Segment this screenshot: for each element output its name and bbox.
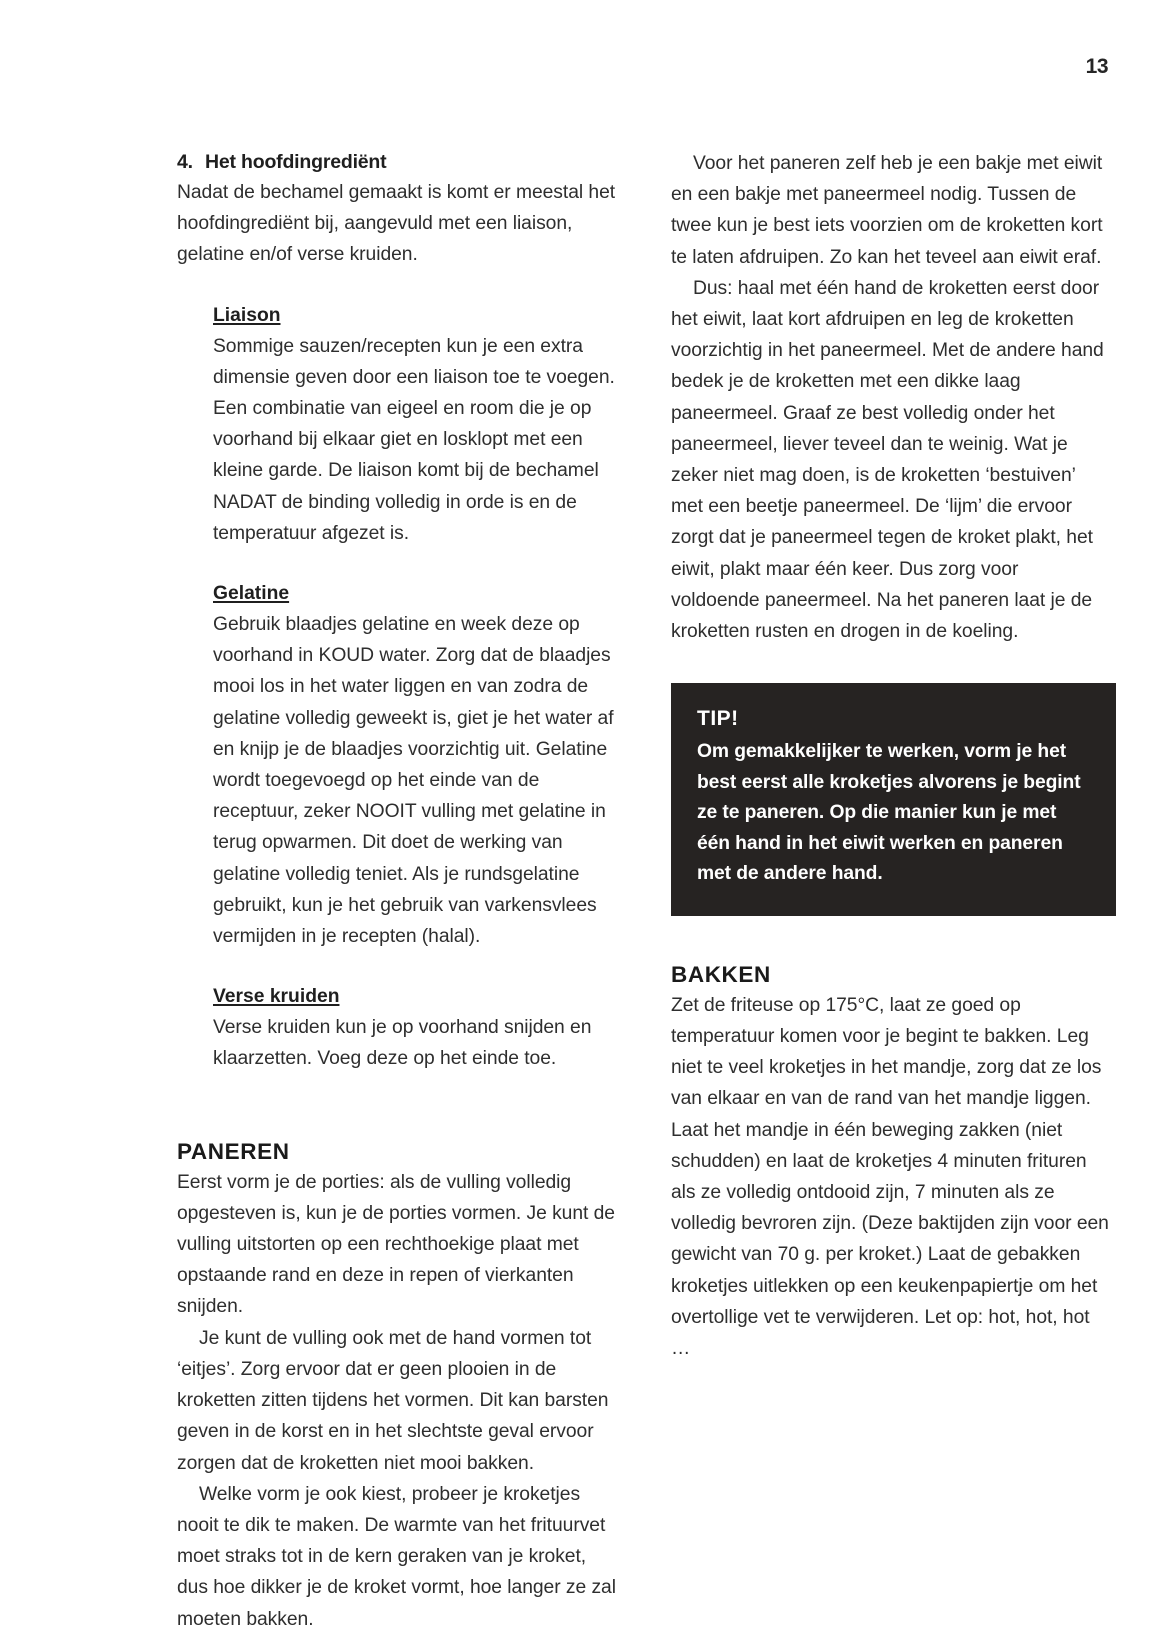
subheading-liaison: Liaison [213, 304, 281, 326]
paragraph-paneren-2: Je kunt de vulling ook met de hand vormen tot ‘eitjes’. Zorg ervoor dat er geen plooien in de kroketten zitten tijdens het vormen. Dit kan barsten geven in de korst en in het slechtste geval ervoor zorgen dat de kroketten niet mooi bakken. [177, 1327, 609, 1474]
spacer [671, 916, 1112, 960]
tip-title: TIP! [697, 707, 739, 731]
subsection-verse-kruiden [213, 982, 618, 1074]
paragraph-paneren-cont-1: Voor het paneren zelf heb je een bakje met eiwit en een bakje met paneermeel nodig. Tussen de twee kun je best iets voorzien om de kroketten kort te laten afdruipen. Zo kan het teveel aan eiwit eraf. [671, 153, 1103, 268]
subsection-liaison [213, 301, 618, 549]
heading-het-hoofdingredient [177, 148, 618, 177]
paragraph-hoofdingredient-intro: Nadat de bechamel gemaakt is komt er meestal het hoofdingrediënt bij, aangevuld met een liaison, gelatine en/of verse kruiden. [177, 182, 616, 266]
spacer [177, 271, 618, 301]
heading-title: Het hoofdingrediënt [205, 151, 387, 173]
right-column [671, 148, 1112, 1635]
spacer [177, 952, 618, 982]
spacer [177, 549, 618, 579]
tip-body: Om gemakkelijker te werken, vorm je het best eerst alle kroketjes alvorens je begint ze te paneren. Op die manier kun je met één hand in het eiwit werken en paneren met de andere hand. [697, 741, 1081, 885]
subheading-verse-kruiden: Verse kruiden [213, 986, 340, 1008]
heading-paneren: PANEREN [177, 1138, 290, 1164]
spacer [177, 1075, 618, 1137]
two-column-layout [177, 148, 1115, 1635]
paragraph-gelatine: Gebruik blaadjes gelatine en week deze op voorhand in KOUD water. Zorg dat de blaadjes mooi los in het water liggen en van zodra de gelatine volledig geweekt is, giet je het water af en knijp je de blaadjes voorzichtig uit. Gelatine wordt toegevoegd op het einde van de receptuur, zeker NOOIT vulling met gelatine in terug opwarmen. Dit doet de werking van gelatine volledig teniet. Als je rundsgelatine gebruikt, kun je het gebruik van varkensvlees vermijden in je recepten (halal). [213, 614, 614, 948]
paragraph-paneren-cont-2: Dus: haal met één hand de kroketten eerst door het eiwit, laat kort afdruipen en leg de kroketten voorzichtig in het paneermeel. Met de andere hand bedek je de kroketten met een dikke laag paneermeel. Graaf ze best volledig onder het paneermeel, liever teveel dan te weinig. Wat je zeker niet mag doen, is de kroketten ‘bestuiven’ met een beetje paneermeel. De ‘lijm’ die ervoor zorgt dat je paneermeel tegen de kroket plakt, het eiwit, plakt maar één keer. Dus zorg voor voldoende paneermeel. Na het paneren laat je de kroketten rusten en drogen in de koeling. [671, 277, 1104, 643]
heading-number: 4. [177, 151, 193, 173]
subheading-gelatine: Gelatine [213, 583, 290, 605]
paragraph-verse-kruiden: Verse kruiden kun je op voorhand snijden en klaarzetten. Voeg deze op het einde toe. [213, 1017, 592, 1070]
tip-callout-box [671, 683, 1116, 916]
heading-bakken: BAKKEN [671, 961, 771, 987]
page-number: 13 [1085, 55, 1108, 78]
paragraph-paneren-3: Welke vorm je ook kiest, probeer je kroketjes nooit te dik te maken. De warmte van het frituurvet moet straks tot in de kern geraken van je kroket, dus hoe dikker je de kroket vormt, hoe langer ze zal moeten bakken. [177, 1483, 616, 1630]
subsection-gelatine [213, 579, 618, 952]
left-column [177, 148, 618, 1635]
paragraph-paneren-1: Eerst vorm je de porties: als de vulling volledig opgesteven is, kun je de porties vormen. Je kunt de vulling uitstorten op een rechthoekige plaat met opstaande rand en deze in repen of vierkanten snijden. [177, 1171, 615, 1318]
paragraph-liaison: Sommige sauzen/recepten kun je een extra dimensie geven door een liaison toe te voegen. Een combinatie van eigeel en room die je op voorhand bij elkaar giet en losklopt met een kleine garde. De liaison komt bij de bechamel NADAT de binding volledig in orde is en de temperatuur afgezet is. [213, 335, 615, 544]
paragraph-bakken: Zet de friteuse op 175°C, laat ze goed op temperatuur komen voor je begint te bakken. Leg niet te veel kroketjes in het mandje, zorg dat ze los van elkaar en van de rand van het mandje liggen. Laat het mandje in één beweging zakken (niet schudden) en laat de kroketjes 4 minuten frituren als ze volledig ontdooid zijn, 7 minuten als ze volledig bevroren zijn. (Deze baktijden zijn voor een gewicht van 70 g. per kroket.) Laat de gebakken kroketjes uitlekken op een keukenpapiertje om het overtollige vet te verwijderen. Let op: hot, hot, hot … [671, 994, 1109, 1359]
